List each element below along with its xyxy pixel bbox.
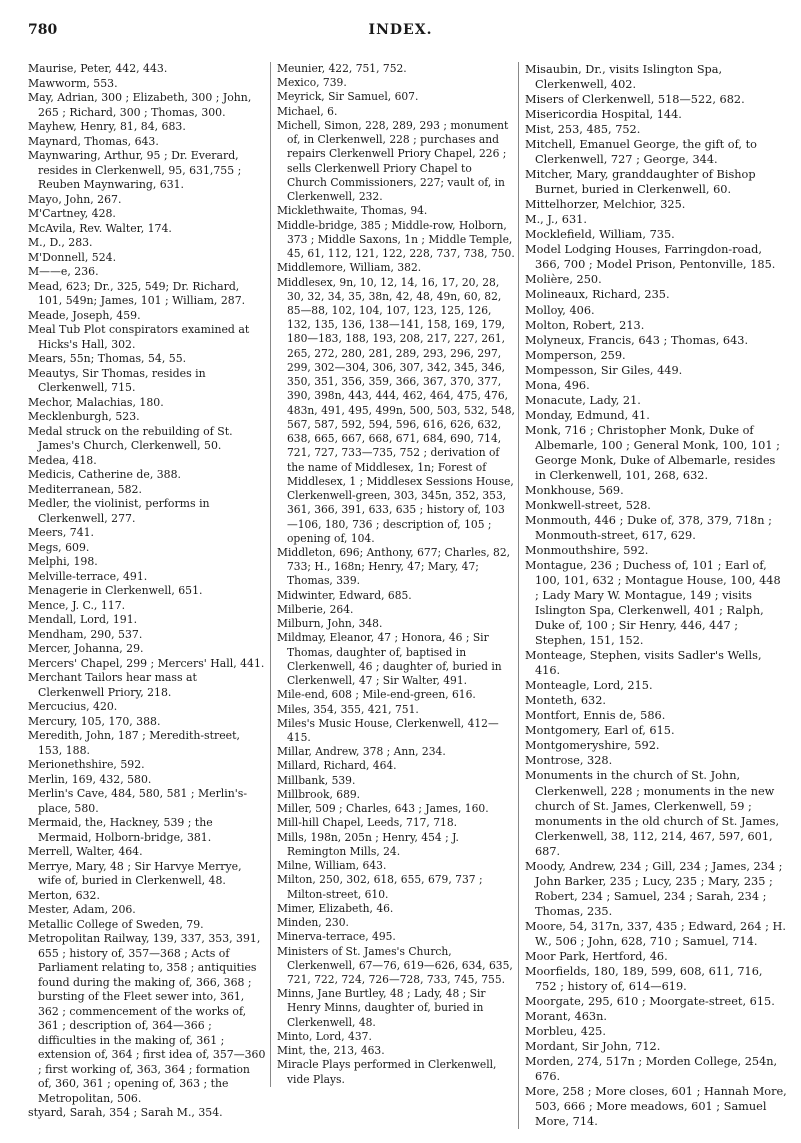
index-entry: Merlin's Cave, 484, 580, 581 ; Merlin's-place, 580. [28,787,248,815]
index-entry: Mercucius, 420. [28,700,118,713]
index-entry: Medicis, Catherine de, 388. [28,468,182,481]
index-entry: Milberie, 264. [277,602,354,616]
index-entry: More, 258 ; More closes, 601 ; Hannah More, 503, 666 ; More meadows, 601 ; Samuel More, 714. [525,1085,787,1129]
index-entry: Montague, 236 ; Duchess of, 101 ; Earl of, 100, 101, 632 ; Montague House, 100, 448 ; Lady Mary W. Montague, 149 ; visits Islington Spa, Clerkenwell, 401 ; Ralph, Duke of, 100 ; Sir Henry, 446, 447 ; Stephen, 151, 152. [525,559,781,648]
index-entry: Millard, Richard, 464. [277,759,397,773]
index-entry: Merrye, Mary, 48 ; Sir Harvye Merrye, wife of, buried in Clerkenwell, 48. [28,859,242,887]
index-entry: M'Donnell, 524. [28,250,117,264]
index-entry: Morant, 463n. [525,1009,607,1023]
index-entry: Mead, 623; Dr., 325, 549; Dr. Richard, 101, 549n; James, 101 ; William, 287. [28,279,246,307]
index-entry: Mence, J. C., 117. [28,598,126,612]
index-entry: Montgomery, Earl of, 615. [525,724,675,738]
index-entry: M., D., 283. [28,236,93,249]
index-entry: Mendham, 290, 537. [28,627,143,641]
index-entry: Michael, 6. [277,104,338,118]
index-entry: Mermaid, the, Hackney, 539 ; the Mermaid, Holborn-bridge, 381. [28,816,213,844]
index-entry: Menagerie in Clerkenwell, 651. [28,584,203,597]
index-column-right [518,62,787,1129]
index-entry: Middlemore, William, 382. [277,261,422,275]
index-entry: Micklethwaite, Thomas, 94. [277,204,428,218]
index-entry: Mona, 496. [525,378,590,392]
index-entry: Melville-terrace, 491. [28,569,148,583]
index-entry: Mitchell, Emanuel George, the gift of, to Clerkenwell, 727 ; George, 344. [525,138,757,167]
index-entry: Montrose, 328. [525,754,613,768]
index-entry: Minden, 230. [277,916,349,930]
index-entry: Ministers of St. James's Church, Clerkenwell, 67—76, 619—626, 634, 635, 721, 722, 724, 726—728, 733, 745, 755. [277,944,513,986]
index-entry: Maurise, Peter, 442, 443. [28,62,168,75]
index-entry: Merton, 632. [28,888,100,902]
index-entry: Melphi, 198. [28,555,98,568]
index-entry: Mecklenburgh, 523. [28,410,140,423]
index-entry: Merchant Tailors hear mass at Clerkenwell Priory, 218. [28,671,197,699]
index-entry: Middleton, 696; Anthony, 677; Charles, 82, 733; H., 168n; Henry, 47; Mary, 47; Thomas, 339. [277,545,511,588]
index-entry: Mendall, Lord, 191. [28,613,138,626]
index-entry: Mompesson, Sir Giles, 449. [525,363,683,377]
index-entry: Minto, Lord, 437. [277,1029,372,1043]
index-entry: Meal Tub Plot conspirators examined at Hicks's Hall, 302. [28,323,250,351]
index-entry: Misers of Clerkenwell, 518—522, 682. [525,93,745,107]
index-entry: Mist, 253, 485, 752. [525,123,641,137]
index-entry: Mint, the, 213, 463. [277,1044,385,1058]
index-entry: Metallic College of Sweden, 79. [28,917,204,931]
index-entry: Milburn, John, 348. [277,617,383,631]
index-entry: Model Lodging Houses, Farringdon-road, 366, 700 ; Model Prison, Pentonville, 185. [525,243,776,272]
index-entry: Minerva-terrace, 495. [277,930,396,944]
index-entry: Maynard, Thomas, 643. [28,134,159,148]
index-entry: Miles, 354, 355, 421, 751. [277,702,419,716]
index-entry: Mechor, Malachias, 180. [28,395,164,409]
page-number: 780 [28,22,58,38]
index-entry: Mocklefield, William, 735. [525,228,675,242]
index-entry: Monacute, Lady, 21. [525,393,641,407]
index-entry: Montgomeryshire, 592. [525,739,660,753]
index-entry: Molyneux, Francis, 643 ; Thomas, 643. [525,333,749,347]
index-entry: styard, Sarah, 354 ; Sarah M., 354. [28,1106,223,1119]
index-entry: Merionethshire, 592. [28,758,145,771]
index-entry: Mears, 55n; Thomas, 54, 55. [28,352,187,365]
index-entry: Molton, Robert, 213. [525,318,645,332]
index-entry: Milton, 250, 302, 618, 655, 679, 737 ; Milton-street, 610. [277,873,483,901]
index-entry: Molloy, 406. [525,303,595,317]
index-entry: Mercury, 105, 170, 388. [28,714,161,728]
index-entry: Millar, Andrew, 378 ; Ann, 234. [277,745,446,759]
index-entry: Maynwaring, Arthur, 95 ; Dr. Everard, resides in Clerkenwell, 95, 631,755 ; Reuben Maynwaring, 631. [28,149,242,191]
index-entry: Millbank, 539. [277,773,356,787]
index-entry: Monuments in the church of St. John, Clerkenwell, 228 ; monuments in the new church of St. James, Clerkenwell, 59 ; monuments in the old church of St. James, Clerkenwell, 38, 112, 214, 467, 597, 601, 687. [525,769,780,858]
index-entry: Morden, 274, 517n ; Morden College, 254n, 676. [525,1055,778,1084]
index-entry: Monteage, Stephen, visits Sadler's Wells, 416. [525,649,762,678]
index-entry: Mordant, Sir John, 712. [525,1040,661,1054]
index-entry: Mimer, Elizabeth, 46. [277,901,394,915]
index-entry: Medal struck on the rebuilding of St. James's Church, Clerkenwell, 50. [28,424,233,452]
index-entry: Mawworm, 553. [28,76,118,90]
index-entry: Misaubin, Dr., visits Islington Spa, Clerkenwell, 402. [525,63,723,92]
index-entry: Moor Park, Hertford, 46. [525,949,668,963]
index-entry: Moorgate, 295, 610 ; Moorgate-street, 615. [525,994,775,1008]
index-entry: Molineaux, Richard, 235. [525,288,670,302]
index-entry: Mediterranean, 582. [28,482,142,496]
index-entry: Megs, 609. [28,540,90,554]
index-entry: Miller, 509 ; Charles, 643 ; James, 160. [277,802,489,816]
index-entry: Meredith, John, 187 ; Meredith-street, 153, 188. [28,729,240,757]
index-entry: M., J., 631. [525,213,587,227]
index-entry: Meautys, Sir Thomas, resides in Clerkenwell, 715. [28,366,206,394]
index-entry: Monmouth, 446 ; Duke of, 378, 379, 718n ; Monmouth-street, 617, 629. [525,513,772,542]
index-entry: Monkwell-street, 528. [525,498,651,512]
index-entry: Meyrick, Sir Samuel, 607. [277,90,419,104]
index-entry: Mester, Adam, 206. [28,903,136,916]
index-entry: Medea, 418. [28,453,97,467]
index-entry: Mayhew, Henry, 81, 84, 683. [28,120,186,133]
index-column-left [28,62,266,1121]
index-entry: Meers, 741. [28,526,95,539]
index-entry: Molière, 250. [525,273,602,287]
index-entry: M——e, 236. [28,265,99,278]
index-entry: Mexico, 739. [277,76,347,90]
index-entry: Mildmay, Eleanor, 47 ; Honora, 46 ; Sir Thomas, daughter of, baptised in Clerkenwell, 46 ; daughter of, buried in Clerkenwell, 47 ; Sir Walter, 491. [277,631,502,688]
index-entry: Mittelhorzer, Melchior, 325. [525,198,686,212]
index-entry: Mills, 198n, 205n ; Henry, 454 ; J. Remington Mills, 24. [277,830,459,858]
index-entry: Monteth, 632. [525,694,607,708]
index-entry: Miracle Plays performed in Clerkenwell, vide Plays. [277,1058,497,1086]
index-entry: Middlesex, 9n, 10, 12, 14, 16, 17, 20, 28, 30, 32, 34, 35, 38n, 42, 48, 49n, 60, 82, 85—88, 102, 104, 107, 123, 125, 126, 132, 135, 136, 138—141, 158, 169, 179, 180—183, 188, 193, 208, 217, 227, 261, 265, 272, 280, 281, 289, 293, 296, 297, 299, 302—304, 306, 307, 342, 345, 346, 350, 351, 356, 359, 366, 367, 370, 377, 390, 398n, 443, 444, 462, 464, 475, 476, 483n, 491, 495, 499n, 500, 503, 532, 548, 567, 587, 592, 594, 596, 616, 626, 632, 638, 665, 667, 668, 671, 684, 690, 714, 721, 727, 733—735, 752 ; derivation of the name of Middlesex, 1n; Forest of Middlesex, 1 ; Middlesex Sessions House, Clerkenwell-green, 303, 345n, 352, 353, 361, 366, 391, 633, 635 ; history of, 103—106, 180, 736 ; description of, 105 ; opening of, 104. [277,275,515,545]
index-entry: Monkhouse, 569. [525,483,624,497]
index-entry: Merlin, 169, 432, 580. [28,772,152,786]
page-header [0,22,801,42]
index-entry: Midwinter, Edward, 685. [277,588,412,602]
index-entry: Mill-hill Chapel, Leeds, 717, 718. [277,816,458,830]
index-column-middle [270,62,515,1087]
index-entry: Monk, 716 ; Christopher Monk, Duke of Albemarle, 100 ; General Monk, 100, 101 ; George Monk, Duke of Albemarle, resides in Clerkenwell, 101, 268, 632. [525,423,780,482]
index-entry: Medler, the violinist, performs in Clerkenwell, 277. [28,497,210,525]
index-entry: McAvila, Rev. Walter, 174. [28,221,172,235]
index-entry: Metropolitan Railway, 139, 337, 353, 391, 655 ; history of, 357—368 ; Acts of Parliament relating to, 358 ; antiquities found during the making of, 366, 368 ; bursting of the Fleet sewer into, 361, 362 ; commencement of the works of, 361 ; description of, 364—366 ; difficulties in the making of, 361 ; extension of, 364 ; first idea of, 357—360 ; first working of, 363, 364 ; formation of, 360, 361 ; opening of, 363 ; the Metropolitan, 506. [28,932,266,1105]
index-entry: Morbleu, 425. [525,1025,606,1038]
index-entry: Mile-end, 608 ; Mile-end-green, 616. [277,688,476,702]
index-entry: Montfort, Ennis de, 586. [525,709,666,723]
index-entry: Merrell, Walter, 464. [28,845,143,858]
index-entry: Misericordia Hospital, 144. [525,108,682,122]
index-entry: Meade, Joseph, 459. [28,308,141,322]
index-entry: Moore, 54, 317n, 337, 435 ; Edward, 264 ; H. W., 506 ; John, 628, 710 ; Samuel, 714. [525,919,786,948]
index-entry: Millbrook, 689. [277,787,361,801]
index-entry: Michell, Simon, 228, 289, 293 ; monument of, in Clerkenwell, 228 ; purchases and repairs Clerkenwell Priory Chapel, 226 ; sells Clerkenwell Priory Chapel to Church Commissioners, 227; vault of, in Clerkenwell, 232. [277,118,509,204]
index-entry: May, Adrian, 300 ; Elizabeth, 300 ; John, 265 ; Richard, 300 ; Thomas, 300. [28,91,252,119]
index-entry: Moorfields, 180, 189, 599, 608, 611, 716, 752 ; history of, 614—619. [525,964,763,993]
index-entry: Miles's Music House, Clerkenwell, 412—415. [277,716,499,745]
index-entry: Minns, Jane Burtley, 48 ; Lady, 48 ; Sir Henry Minns, daughter of, buried in Clerkenwell, 48. [277,987,486,1029]
index-entry: Monmouthshire, 592. [525,544,649,557]
running-head: INDEX. [368,22,433,38]
index-entry: Monteagle, Lord, 215. [525,679,653,693]
index-entry: Monday, Edmund, 41. [525,408,650,422]
index-entry: Moody, Andrew, 234 ; Gill, 234 ; James, 234 ; John Barker, 235 ; Lucy, 235 ; Mary, 235 ; Robert, 234 ; Samuel, 234 ; Sarah, 234 ; Thomas, 235. [525,859,783,918]
index-entry: M'Cartney, 428. [28,207,116,220]
index-entry: Mercers' Chapel, 299 ; Mercers' Hall, 441. [28,656,265,670]
index-entry: Mercer, Johanna, 29. [28,642,144,655]
index-entry: Middle-bridge, 385 ; Middle-row, Holborn, 373 ; Middle Saxons, 1n ; Middle Temple, 45, 61, 112, 121, 122, 228, 737, 738, 750. [277,218,515,261]
index-entry: Momperson, 259. [525,348,626,362]
index-entry: Mayo, John, 267. [28,192,122,206]
index-entry: Meunier, 422, 751, 752. [277,62,407,75]
index-entry: Mitcher, Mary, granddaughter of Bishop Burnet, buried in Clerkenwell, 60. [525,168,756,197]
index-entry: Milne, William, 643. [277,859,387,873]
